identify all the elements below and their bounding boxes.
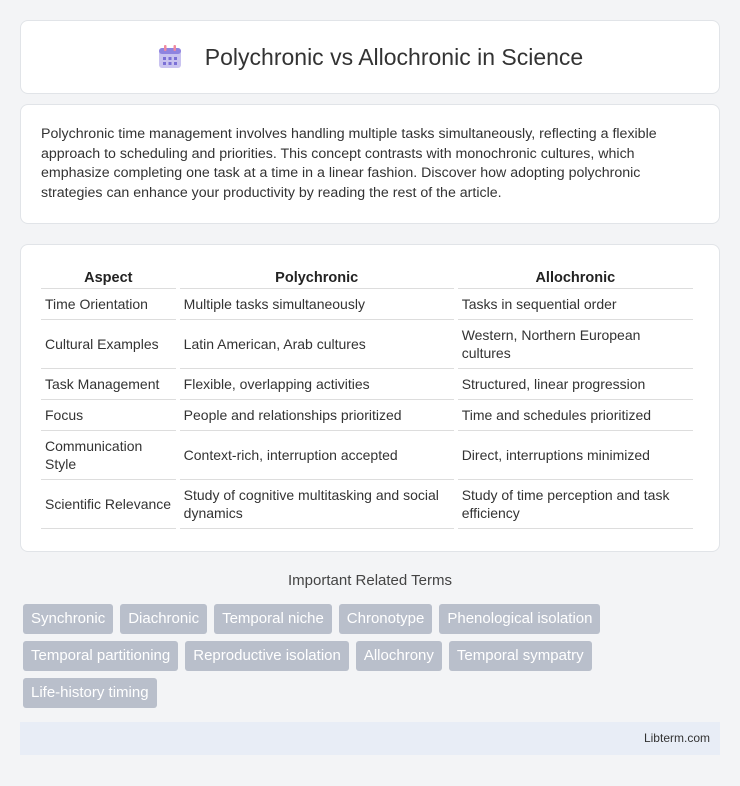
- table-cell: Study of time perception and task efficiency: [458, 480, 693, 529]
- comparison-card: [20, 244, 720, 552]
- table-row: [41, 400, 693, 431]
- footer: [20, 722, 720, 755]
- column-header-aspect: Aspect: [41, 265, 176, 289]
- table-cell: Tasks in sequential order: [458, 289, 693, 320]
- table-row: [41, 369, 693, 400]
- table-row: [41, 320, 693, 369]
- related-terms-title: Important Related Terms: [288, 572, 452, 589]
- term-tag[interactable]: Temporal partitioning: [23, 641, 178, 671]
- table-cell: Time and schedules prioritized: [458, 400, 693, 431]
- term-tag[interactable]: Diachronic: [120, 604, 207, 634]
- table-cell: Task Management: [41, 369, 176, 400]
- table-cell: Flexible, overlapping activities: [180, 369, 454, 400]
- related-terms-list: [23, 604, 723, 715]
- page-title: Polychronic vs Allochronic in Science: [204, 43, 584, 70]
- table-cell: Direct, interruptions minimized: [458, 431, 693, 480]
- intro-card: [20, 104, 720, 224]
- table-cell: Cultural Examples: [41, 320, 176, 369]
- column-header-allochronic: Allochronic: [458, 265, 693, 289]
- table-row: [41, 480, 693, 529]
- footer-link[interactable]: Libterm.com: [643, 731, 710, 745]
- table-cell: Context-rich, interruption accepted: [180, 431, 454, 480]
- table-cell: Time Orientation: [41, 289, 176, 320]
- calendar-icon: [157, 44, 183, 70]
- table-row: [41, 431, 693, 480]
- term-tag[interactable]: Temporal sympatry: [449, 641, 592, 671]
- table-cell: Western, Northern European cultures: [458, 320, 693, 369]
- term-tag[interactable]: Reproductive isolation: [185, 641, 349, 671]
- table-cell: Multiple tasks simultaneously: [180, 289, 454, 320]
- term-tag[interactable]: Synchronic: [23, 604, 113, 634]
- table-cell: Scientific Relevance: [41, 480, 176, 529]
- term-tag[interactable]: Phenological isolation: [439, 604, 600, 634]
- term-tag[interactable]: Allochrony: [356, 641, 442, 671]
- table-cell: Communication Style: [41, 431, 176, 480]
- header-card: [20, 20, 720, 94]
- term-tag[interactable]: Chronotype: [339, 604, 433, 634]
- term-tag[interactable]: Temporal niche: [214, 604, 332, 634]
- table-cell: Focus: [41, 400, 176, 431]
- table-cell: Latin American, Arab cultures: [180, 320, 454, 369]
- table-cell: Study of cognitive multitasking and social dynamics: [180, 480, 454, 529]
- column-header-polychronic: Polychronic: [180, 265, 454, 289]
- comparison-table: [37, 265, 697, 529]
- table-row: [41, 289, 693, 320]
- table-cell: People and relationships prioritized: [180, 400, 454, 431]
- table-cell: Structured, linear progression: [458, 369, 693, 400]
- term-tag[interactable]: Life-history timing: [23, 678, 157, 708]
- intro-text: Polychronic time management involves handling multiple tasks simultaneously, reflecting a flexible approach to scheduling and priorities. This concept contrasts with monochronic cultures, which emphasize completing one task at a time in a linear fashion. Discover how adopting polychronic strategies can enhance your productivity by reading the rest of the article.: [41, 126, 657, 201]
